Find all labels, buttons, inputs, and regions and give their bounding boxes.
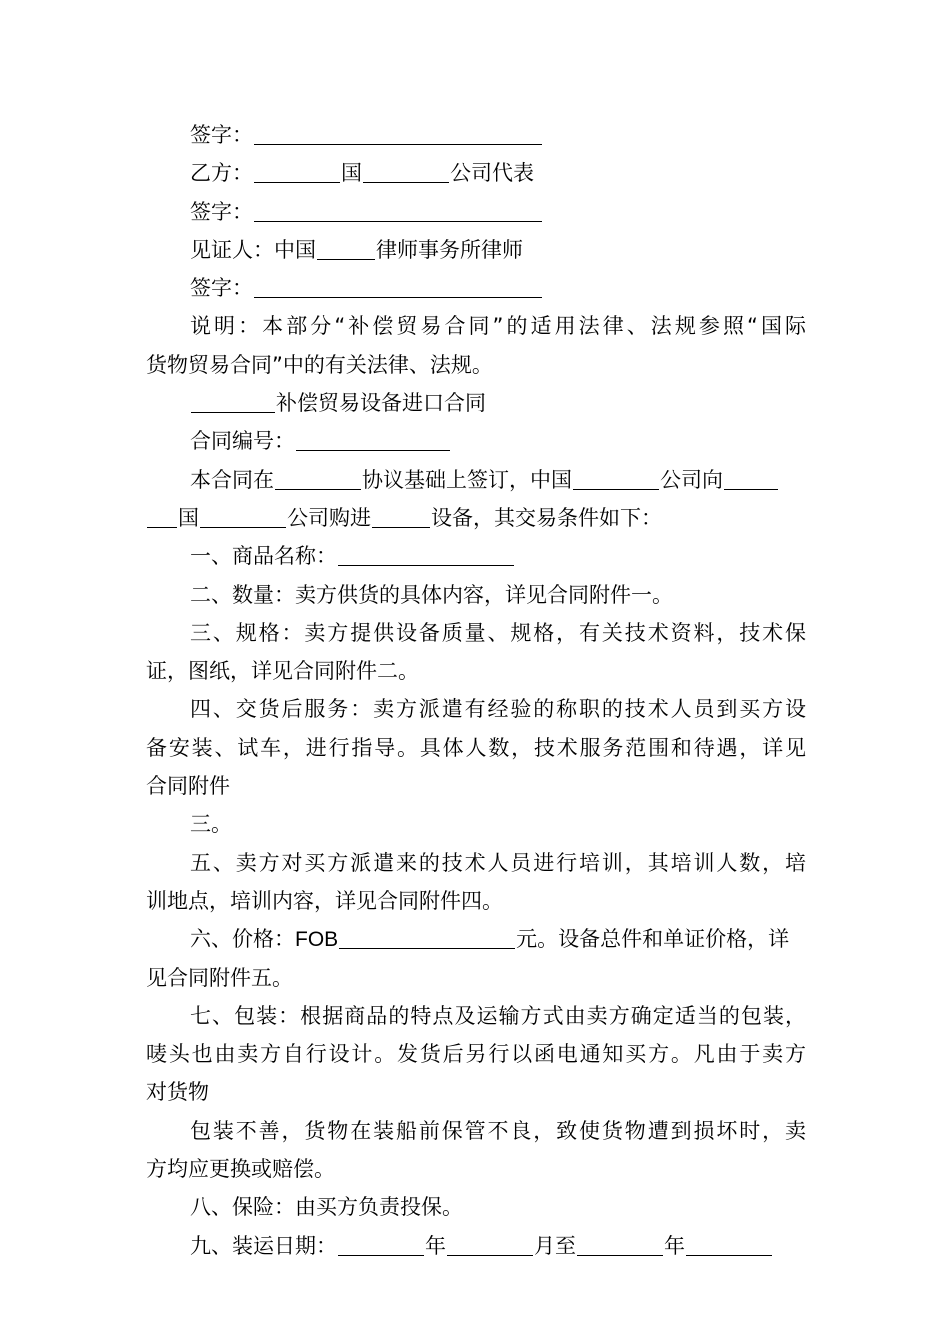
intro-text: 本合同在: [190, 467, 274, 492]
clause-text: 六、价格：: [190, 927, 295, 952]
seller-country-blank-cont: [147, 506, 177, 528]
law-firm-label: 律师事务所律师: [376, 237, 523, 262]
clause-4-cont: 三。: [190, 812, 232, 837]
contract-number-line: [146, 422, 806, 460]
intro-paragraph-line: [146, 499, 806, 537]
signature-blank: [254, 276, 542, 298]
company-blank: [363, 161, 449, 183]
signature-blank: [254, 200, 542, 222]
start-year-blank: [338, 1234, 424, 1256]
signature-label: 签字：: [190, 123, 253, 147]
note-paragraph-line: 货物贸易合同”中的有关法律、法规。: [146, 352, 493, 377]
signature-line: [146, 269, 806, 307]
signature-blank: [254, 123, 542, 145]
party-b-line: [146, 154, 806, 192]
clause-3: 三、规格：卖方提供设备质量、规格，有关技术资料，技术保: [190, 620, 806, 645]
country-label: 国: [341, 161, 362, 186]
end-year-blank: [577, 1234, 663, 1256]
seller-company-blank: [200, 506, 286, 528]
intro-text: 协议基础上签订，中国: [362, 467, 572, 492]
year-label: 年: [425, 1233, 446, 1258]
clause-4-cont: 合同附件: [146, 774, 230, 799]
month-to-label: 月至: [534, 1233, 576, 1258]
end-month-blank: [686, 1234, 772, 1256]
fob-label: FOB: [295, 928, 339, 952]
intro-paragraph-line: [146, 461, 806, 499]
contract-page: [146, 116, 806, 1265]
clause-5: 五、卖方对买方派遣来的技术人员进行培训，其培训人数，培: [190, 850, 806, 875]
intro-text: 公司向: [660, 467, 723, 492]
intro-text: 国: [178, 505, 199, 530]
contract-title-text: 补偿贸易设备进口合同: [276, 391, 486, 416]
clause-4: 四、交货后服务：卖方派遣有经验的称职的技术人员到买方设: [190, 697, 806, 722]
contract-number-blank: [296, 429, 450, 451]
company-rep-label: 公司代表: [450, 161, 534, 186]
clause-5-cont: 训地点，培训内容，详见合同附件四。: [146, 888, 503, 913]
clause-7-cont: 包装不善，货物在装船前保管不良，致使货物遭到损坏时，卖: [190, 1118, 806, 1143]
signature-label: 签字：: [190, 199, 253, 224]
clause-text: 元。设备总件和单证价格，详: [516, 927, 790, 952]
witness-line: [146, 231, 806, 269]
clause-9: [146, 1227, 806, 1265]
witness-label: 见证人：中国: [190, 237, 316, 262]
product-name-blank: [338, 544, 514, 566]
price-blank: [339, 927, 515, 949]
title-blank: [191, 391, 275, 413]
contract-number-label: 合同编号：: [190, 429, 295, 454]
start-month-blank: [447, 1234, 533, 1256]
clause-8: 八、保险：由买方负责投保。: [190, 1195, 463, 1220]
clause-3-cont: 证，图纸，详见合同附件二。: [146, 659, 419, 684]
contract-title: [146, 384, 806, 422]
intro-text: 公司购进: [287, 505, 371, 530]
clause-7-cont: 对货物: [146, 1080, 209, 1105]
buyer-company-blank: [573, 468, 659, 490]
signature-line: [146, 116, 806, 154]
clause-4-cont: 备安装、试车，进行指导。具体人数，技术服务范围和待遇，详见: [146, 735, 806, 760]
year-label: 年: [664, 1233, 685, 1258]
signature-label: 签字：: [190, 276, 253, 301]
clause-6-cont: 见合同附件五。: [146, 965, 293, 990]
signature-line: [146, 193, 806, 231]
clause-7-cont: 方均应更换或赔偿。: [146, 1157, 335, 1182]
clause-2: 二、数量：卖方供货的具体内容，详见合同附件一。: [190, 582, 673, 607]
country-blank: [254, 161, 340, 183]
clause-6: [146, 920, 806, 958]
intro-text: 设备，其交易条件如下：: [431, 505, 662, 530]
clause-7-cont: 唛头也由卖方自行设计。发货后另行以函电通知买方。凡由于卖方: [146, 1042, 806, 1067]
clause-text: 九、装运日期：: [190, 1233, 337, 1258]
clause-text: 一、商品名称：: [190, 544, 337, 569]
law-firm-blank: [317, 238, 375, 260]
seller-country-blank: [724, 468, 778, 490]
clause-1: [146, 537, 806, 575]
equipment-blank: [372, 506, 430, 528]
agreement-blank: [275, 468, 361, 490]
clause-7: 七、包装：根据商品的特点及运输方式由卖方确定适当的包装，: [190, 1003, 806, 1028]
note-paragraph-line: 说明：本部分“补偿贸易合同”的适用法律、法规参照“国际: [190, 314, 806, 339]
party-b-label: 乙方：: [190, 161, 253, 186]
